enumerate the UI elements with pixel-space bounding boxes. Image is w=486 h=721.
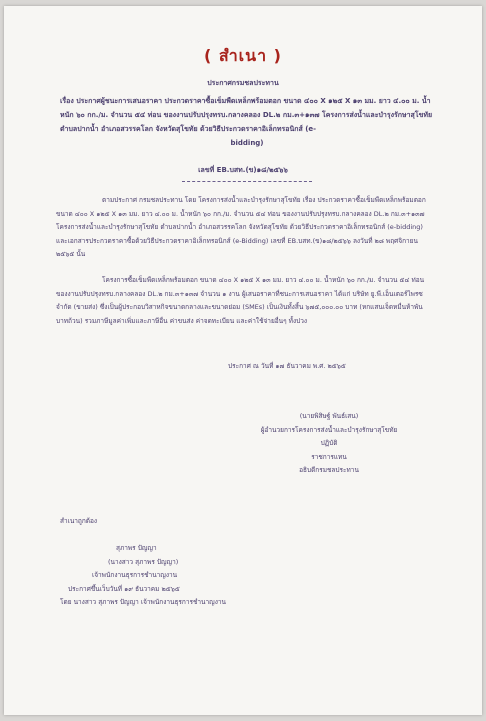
subject-block	[60, 94, 434, 150]
subject-text: เรื่อง ประกาศผู้ชนะการเสนอราคา ประกวดราคาซื้อเข็มพืดเหล็กพร้อมตอก ขนาด ๔๐๐ X ๑๒๕ X ๑๓ มม. ยาว ๔.๐๐ ม. น้ำหนัก ๖๐ กก./ม. จำนวน ๕๔ ท่อน ของงานปรับปรุงทรบ.กลางคลอง DL.๒ กม.๓+๑๓๗ โครงการส่งน้ำและบำรุงรักษาสุโขทัย ตำบลปากน้ำ อำเภอสวรรคโลก จังหวัดสุโขทัย ด้วยวิธีประกวดราคาอิเล็กทรอนิกส์ (e-	[60, 97, 433, 133]
body-paragraph-2: โครงการซื้อเข็มพืดเหล็กพร้อมตอก ขนาด ๔๐๐ X ๑๒๕ X ๑๓ มม. ยาว ๔.๐๐ ม. น้ำหนัก ๖๐ กก./ม. จำนวน ๕๔ ท่อน ของงานปรับปรุงทรบ.กลางคลอง DL.๒ กม.๓+๑๓๗ จำนวน ๑ งาน ผู้เสนอราคาที่ชนะการเสนอราคา ได้แก่ บริษัท ยู.พี.เอ็นเตอร์ไพรซ จำกัด (ขายส่ง) ซึ่งเป็นผู้ประกอบวิสาหกิจขนาดกลางและขนาดย่อม (SMEs) เป็นเงินทั้งสิ้น ๖๗๕,๐๐๐.๐๐ บาท (หกแสนเจ็ดหมื่นห้าพันบาทถ้วน) รวมภาษีมูลค่าเพิ่มและภาษีอื่น ค่าขนส่ง ค่าจดทะเบียน และค่าใช้จ่ายอื่นๆ ทั้งปวง	[56, 276, 425, 325]
document-number: เลขที่ EB.บสท.(ข)๑๘/๒๕๖๖	[198, 166, 288, 174]
cert-label: สำเนาถูกต้อง	[60, 517, 98, 525]
subject-tail: bidding)	[230, 139, 264, 147]
cert-posted-date: ประกาศขึ้นเว็บวันที่ ๑๙ ธันวาคม ๒๕๖๕	[68, 584, 180, 593]
cert-name: สุภาพร ปัญญา	[116, 544, 157, 552]
announce-date: ประกาศ ณ วันที่ ๑๗ ธันวาคม พ.ศ. ๒๕๖๕	[228, 362, 346, 370]
signature-block	[254, 410, 404, 478]
cert-name-full: (นางสาว สุภาพร ปัญญา)	[108, 557, 179, 566]
signer-title-line-2: ราชการแทน	[311, 452, 347, 461]
copy-stamp-title: ( สำเนา )	[204, 46, 282, 65]
cert-position: เจ้าพนักงานธุรการชำนาญงาน	[92, 571, 178, 579]
signer-title-line-3: อธิบดีกรมชลประทาน	[299, 466, 359, 474]
document-page	[4, 6, 482, 715]
body-paragraph-1: ตามประกาศ กรมชลประทาน โดย โครงการส่งน้ำและบำรุงรักษาสุโขทัย เรื่อง ประกวดราคาซื้อเข็มพืดเหล็กพร้อมตอก ขนาด ๔๐๐ X ๑๒๕ X ๑๓ มม. ยาว ๔.๐๐ ม. น้ำหนัก ๖๐ กก./ม. จำนวน ๕๔ ท่อน ของงานปรับปรุงทรบ.กลางคลอง DL.๒ กม.๓+๑๓๗ โครงการส่งน้ำและบำรุงรักษาสุโขทัย ตำบลปากน้ำ อำเภอสวรรคโลก จังหวัดสุโขทัย ด้วยวิธีประกวดราคาอิเล็กทรอนิกส์ (e-bidding) และเอกสารประกวดราคาซื้อด้วยวิธีประกวดราคาอิเล็กทรอนิกส์ (e-Bidding) เลขที่ EB.บสท.(ข)๑๘/๒๕๖๖ ลงวันที่ ๒๘ พฤศจิกายน ๒๕๖๕ นั้น	[56, 196, 426, 258]
certification-block	[60, 515, 300, 610]
announcement-heading: ประกาศกรมชลประทาน	[207, 79, 279, 87]
divider-line	[182, 181, 312, 182]
signer-title-line-1: ผู้อำนวยการโครงการส่งน้ำและบำรุงรักษาสุโขทัย ปฏิบัติ	[260, 425, 398, 447]
cert-signature-space	[60, 529, 300, 543]
signer-name: (นายพิสิษฐ์ พันธ์เสน)	[299, 412, 359, 420]
cert-posted-by: โดย นางสาว สุภาพร ปัญญา เจ้าพนักงานธุรการชำนาญงาน	[60, 598, 226, 606]
